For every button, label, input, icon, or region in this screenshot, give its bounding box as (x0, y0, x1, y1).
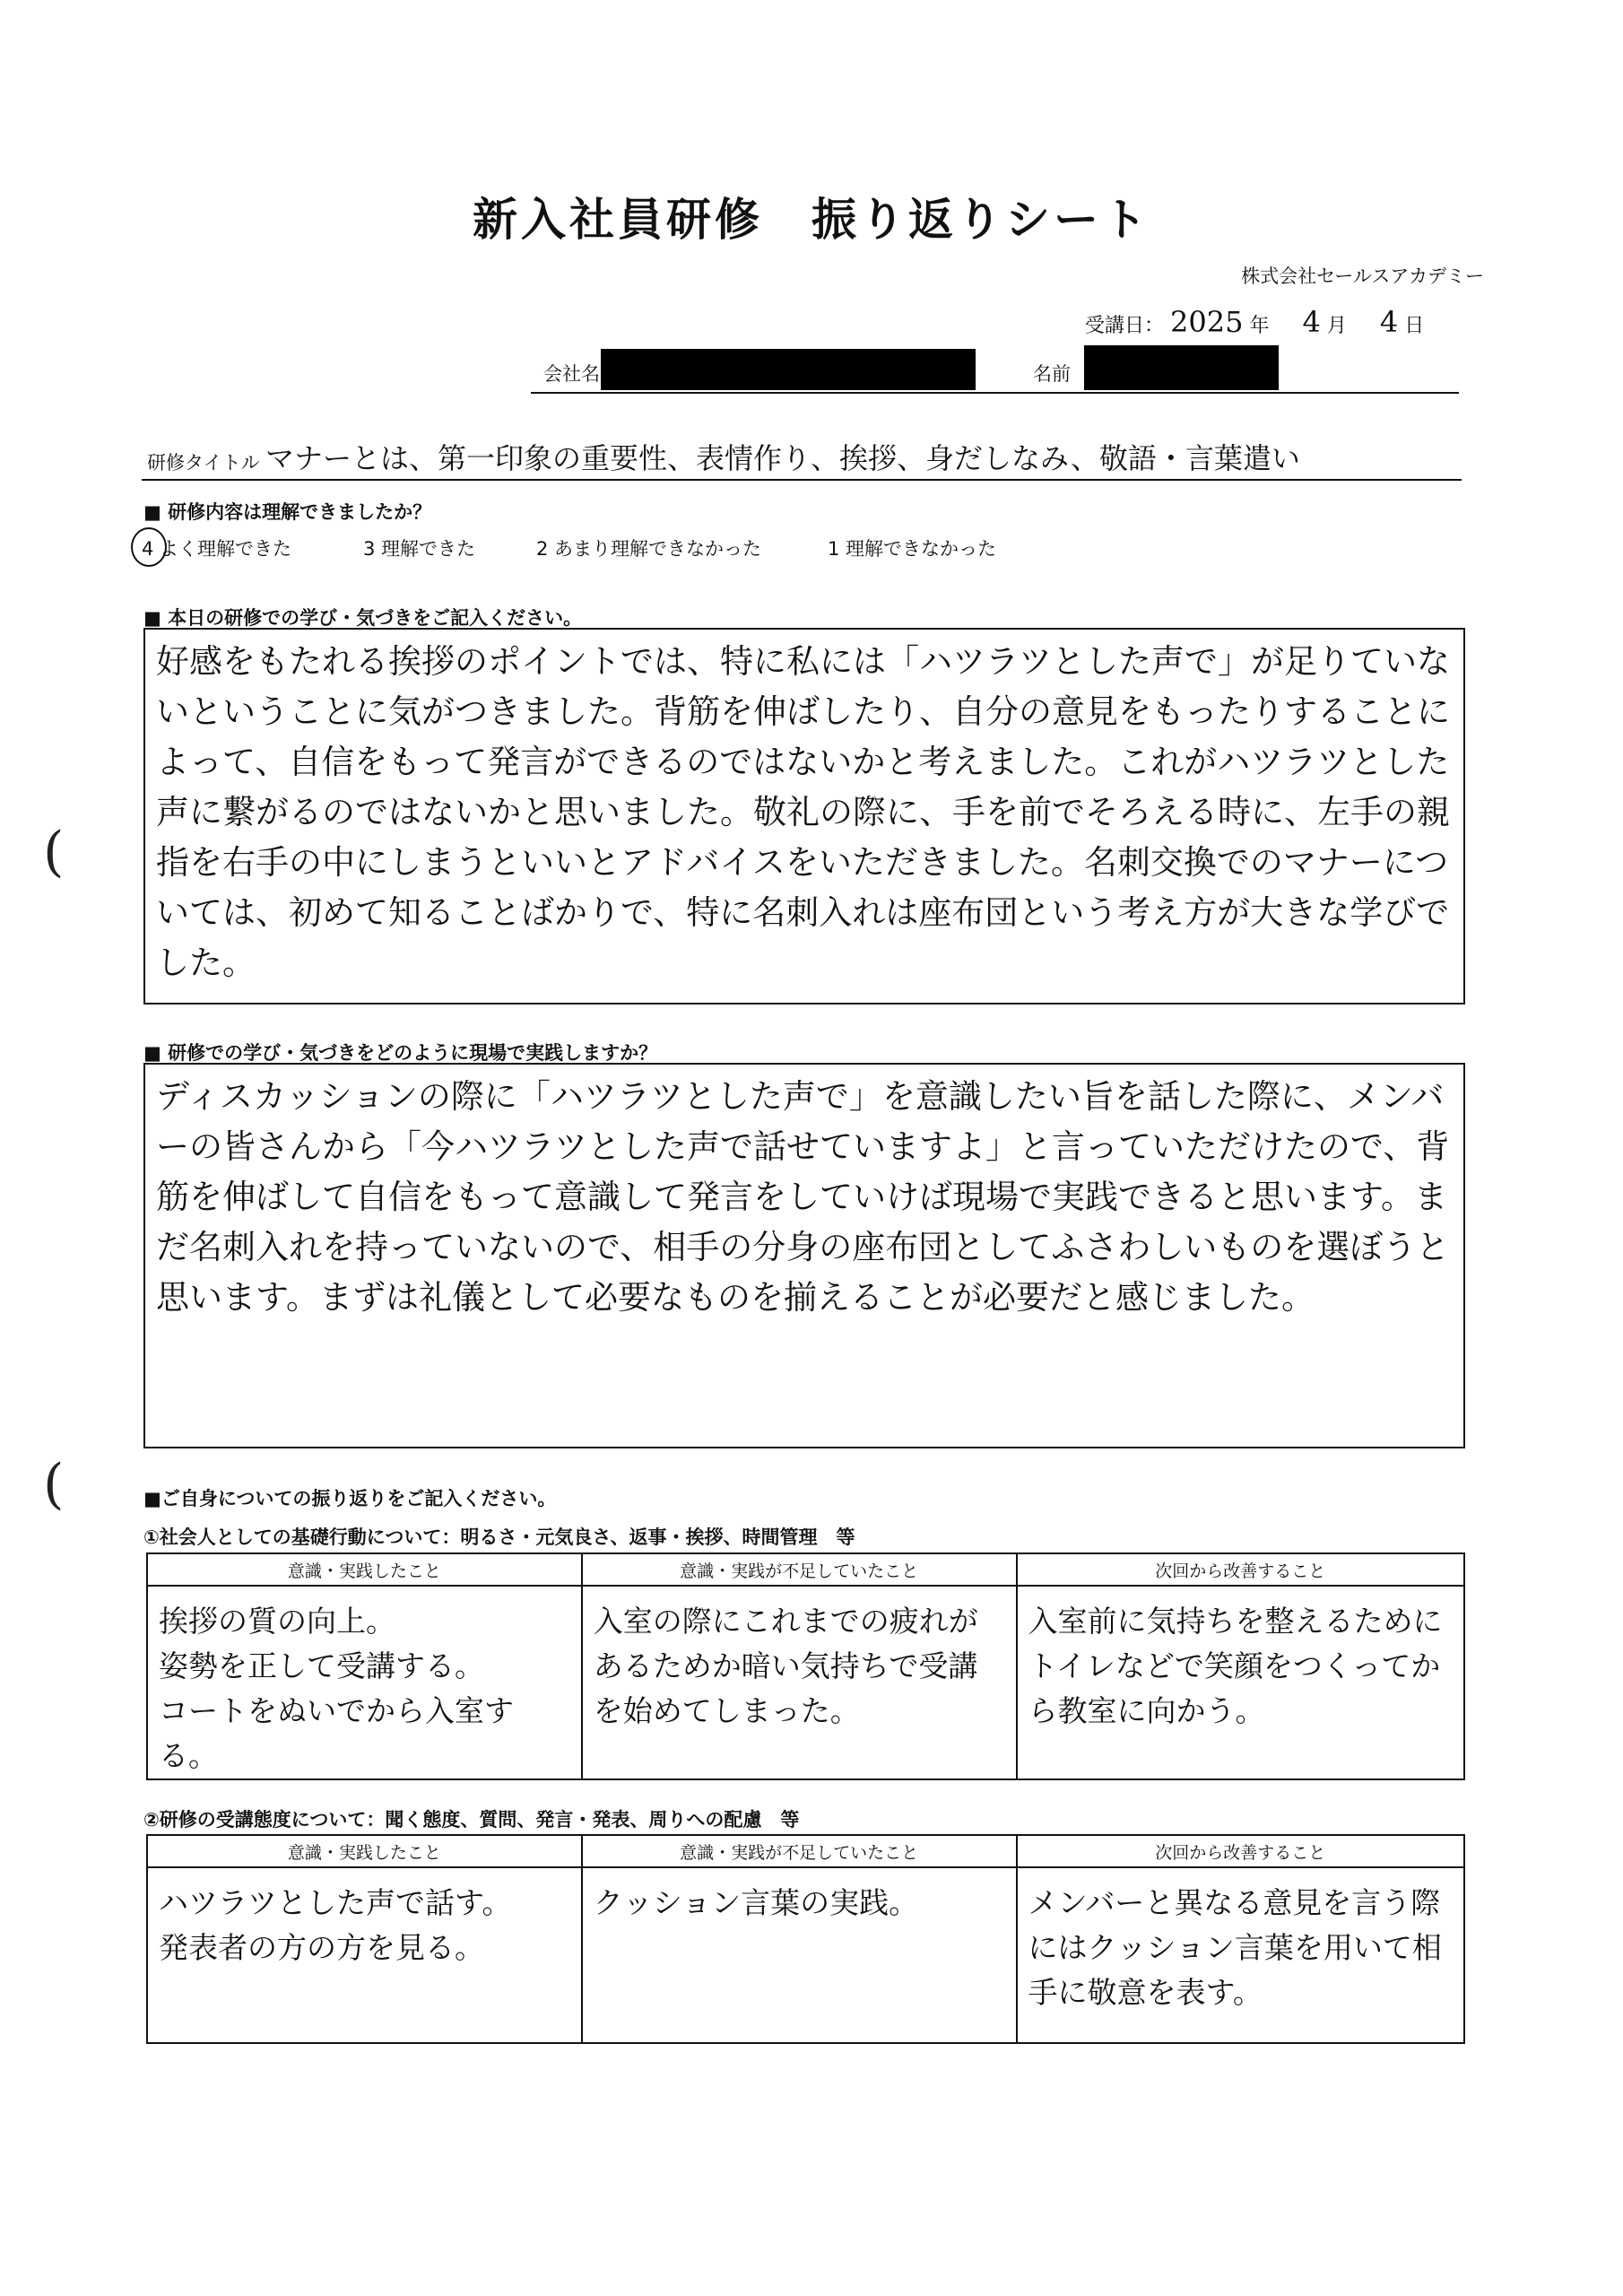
col-header: 意識・実践したこと (147, 1835, 582, 1867)
option-3[interactable]: 3 理解できた (363, 538, 476, 560)
punch-hole-mark: ( (43, 1453, 65, 1516)
col-header: 次回から改善すること (1017, 1553, 1464, 1586)
section2-practiced[interactable]: ハツラツとした声で話す。 発表者の方の方を見る。 (147, 1867, 582, 2043)
col-header: 意識・実践したこと (147, 1553, 582, 1586)
option-4[interactable]: 4 よく理解できた (142, 538, 292, 560)
col-header: 意識・実践が不足していたこと (582, 1835, 1017, 1867)
q2-answer-box[interactable]: 好感をもたれる挨拶のポイントでは、特に私には「ハツラツとした声で」が足りていないということに気がつきました。背筋を伸ばしたり、自分の意見をもったりすることによって、自信をもって発言ができるのではないかと考えました。これがハツラツとした声に繋がるのではないかと思いました。敬礼の際に、手を前でそろえる時に、左手の親指を右手の中にしまうといいとアドバイスをいただきました。名刺交換でのマナーについては、初めて知ることばかりで、特に名刺入れは座布団という考え方が大きな学びでした。 (143, 628, 1465, 1004)
section2-table (146, 1834, 1465, 2044)
section2-improve[interactable]: メンバーと異なる意見を言う際にはクッション言葉を用いて相手に敬意を表す。 (1017, 1867, 1464, 2043)
section1-lacking[interactable]: 入室の際にこれまでの疲れがあるためか暗い気持ちで受講を始めてしまった。 (582, 1586, 1017, 1779)
col-header: 次回から改善すること (1017, 1835, 1464, 1867)
name-redacted (1084, 345, 1279, 390)
page-title: 新入社員研修 振り返りシート (473, 194, 1150, 246)
punch-hole-mark: ( (43, 821, 65, 883)
q4-heading: ■ご自身についての振り返りをご記入ください。 (143, 1488, 557, 1509)
section2-lacking[interactable]: クッション言葉の実践。 (582, 1867, 1017, 2043)
name-label: 名前 (1033, 363, 1071, 385)
option-2[interactable]: 2 あまり理解できなかった (536, 538, 762, 560)
q1-heading: ■ 研修内容は理解できましたか？ (143, 501, 432, 523)
q2-heading: ■ 本日の研修での学び・気づきをご記入ください。 (143, 607, 583, 629)
date-day: 4 (1379, 305, 1399, 339)
section2-heading: ②研修の受講態度について：聞く態度、質問、発言・発表、周りへの配慮 等 (143, 1809, 800, 1831)
company-label: 株式会社セールスアカデミー (1241, 265, 1484, 287)
company-name-redacted (601, 349, 976, 390)
training-title-value: マナーとは、第一印象の重要性、表情作り、挨拶、身だしなみ、敬語・言葉遣い (265, 441, 1300, 475)
training-title-label: 研修タイトル (147, 452, 260, 474)
date-label: 受講日： (1085, 315, 1165, 337)
company-name-row (531, 345, 1459, 394)
date-month: 4 (1302, 305, 1321, 339)
training-title-row (142, 439, 1462, 481)
option-1[interactable]: 1 理解できなかった (828, 538, 997, 560)
section1-heading: ①社会人としての基礎行動について：明るさ・元気良さ、返事・挨拶、時間管理 等 (143, 1526, 855, 1548)
section1-practiced[interactable]: 挨拶の質の向上。 姿勢を正して受講する。 コートをぬいでから入室する。 (147, 1586, 582, 1779)
company-name-label: 会社名 (543, 363, 600, 385)
date-year: 2025 (1170, 305, 1244, 339)
section1-table (146, 1552, 1465, 1780)
q3-heading: ■ 研修での学び・気づきをどのように現場で実践しますか？ (143, 1042, 658, 1064)
section1-improve[interactable]: 入室前に気持ちを整えるためにトイレなどで笑顔をつくってから教室に向かう。 (1017, 1586, 1464, 1779)
selected-circle (131, 527, 167, 567)
q3-answer-box[interactable]: ディスカッションの際に「ハツラツとした声で」を意識したい旨を話した際に、メンバーの皆さんから「今ハツラツとした声で話せていますよ」と言っていただけたので、背筋を伸ばして自信をもって意識して発言をしていけば現場で実践できると思います。まだ名刺入れを持っていないので、相手の分身の座布団としてふさわしいものを選ぼうと思います。まずは礼儀として必要なものを揃えることが必要だと感じました。 (143, 1063, 1465, 1448)
attendance-date: 受講日： 2025 年 4 月 4 日 (1085, 305, 1425, 339)
col-header: 意識・実践が不足していたこと (582, 1553, 1017, 1586)
